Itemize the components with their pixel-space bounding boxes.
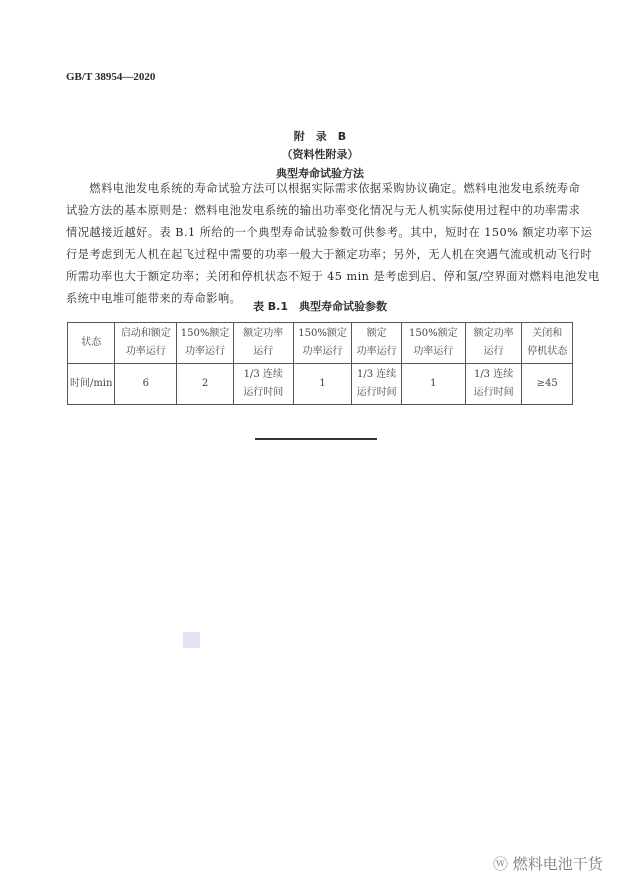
cell-text: 150%额定 bbox=[298, 328, 347, 339]
cell-text: 2 bbox=[201, 378, 209, 389]
cell-text: 状态 bbox=[81, 337, 102, 348]
cell-text: 额定功率 bbox=[243, 328, 284, 339]
paragraph-line: 情况越接近越好。表 B.1 所给的一个典型寿命试验参数可供参考。其中，短时在 150% 额定功率下运 bbox=[66, 226, 593, 239]
cell-text: 启动和额定 bbox=[120, 328, 171, 339]
table-cell bbox=[233, 323, 293, 364]
cell-text: 额定功率 bbox=[473, 328, 514, 339]
table-cell bbox=[522, 323, 573, 364]
cell-text: 功率运行 bbox=[356, 346, 397, 357]
table-cell bbox=[68, 364, 115, 405]
table-cell bbox=[465, 364, 522, 405]
cell-text: 功率运行 bbox=[302, 346, 343, 357]
cell-text: 功率运行 bbox=[185, 346, 226, 357]
cell-text: 1/3 连续 bbox=[243, 369, 283, 380]
paragraph-line: 燃料电池发电系统的寿命试验方法可以根据实际需求依据采购协议确定。燃料电池发电系统寿命 bbox=[66, 182, 581, 195]
table-cell bbox=[401, 323, 465, 364]
table-cell bbox=[522, 364, 573, 405]
cell-text: ≥45 bbox=[536, 378, 558, 389]
table-caption: 表 B.1 典型寿命试验参数 bbox=[252, 300, 388, 313]
cell-text: 运行时间 bbox=[243, 387, 284, 398]
table-cell bbox=[115, 364, 177, 405]
cell-text: 关闭和 bbox=[532, 328, 563, 339]
cell-text: 功率运行 bbox=[125, 346, 166, 357]
cell-text: 1 bbox=[319, 378, 326, 389]
paragraph-line: 系统中电堆可能带来的寿命影响。 bbox=[66, 292, 242, 305]
cell-text: 150%额定 bbox=[180, 328, 230, 339]
appendix-type: （资料性附录） bbox=[281, 148, 359, 161]
table-header-row bbox=[68, 323, 573, 364]
cell-text: 150%额定 bbox=[409, 328, 458, 339]
wechat-watermark bbox=[493, 853, 603, 874]
appendix-label: 附 录 B bbox=[293, 130, 347, 143]
cell-text: 额定 bbox=[366, 328, 387, 339]
cell-text: 运行 bbox=[483, 346, 504, 357]
cell-text: 6 bbox=[142, 378, 149, 389]
paragraph-line: 试验方法的基本原则是：燃料电池发电系统的输出功率变化情况与无人机实际使用过程中的功率需求 bbox=[66, 204, 581, 217]
standard-number: GB/T 38954—2020 bbox=[66, 71, 156, 83]
cell-text: 停机状态 bbox=[527, 346, 568, 357]
table-cell bbox=[465, 323, 522, 364]
table-cell bbox=[177, 364, 234, 405]
paragraph-line: 所需功率也大于额定功率；关闭和停机状态不短于 45 min 是考虑到启、停和氢/空界面对燃料电池发电 bbox=[66, 270, 600, 283]
watermark-logo bbox=[183, 632, 200, 648]
table-cell bbox=[352, 364, 401, 405]
table-cell bbox=[352, 323, 401, 364]
table-cell bbox=[401, 364, 465, 405]
cell-text: 1/3 连续 bbox=[473, 369, 514, 380]
cell-text: 功率运行 bbox=[413, 346, 454, 357]
cell-text: 时间/min bbox=[69, 378, 113, 389]
table-cell bbox=[115, 323, 177, 364]
body-paragraph bbox=[66, 178, 600, 310]
table-cell bbox=[293, 323, 352, 364]
table-cell bbox=[68, 323, 115, 364]
paragraph-line: 行是考虑到无人机在起飞过程中需要的功率一般大于额定功率；另外，无人机在突遇气流或机动飞行时 bbox=[66, 248, 592, 261]
cell-text: 1 bbox=[430, 378, 437, 389]
cell-text: 1/3 连续 bbox=[357, 369, 397, 380]
cell-text: 运行时间 bbox=[473, 387, 514, 398]
table-row bbox=[68, 364, 573, 405]
table-cell bbox=[177, 323, 234, 364]
table-cell bbox=[233, 364, 293, 405]
section-title: 典型寿命试验方法 bbox=[276, 167, 364, 180]
wechat-icon: ⓦ bbox=[493, 855, 513, 873]
cell-text: 运行时间 bbox=[356, 387, 397, 398]
table-cell bbox=[293, 364, 352, 405]
cell-text: 运行 bbox=[253, 346, 274, 357]
parameters-table bbox=[67, 322, 573, 405]
end-rule bbox=[255, 438, 377, 440]
watermark-text: 燃料电池干货 bbox=[512, 855, 603, 873]
